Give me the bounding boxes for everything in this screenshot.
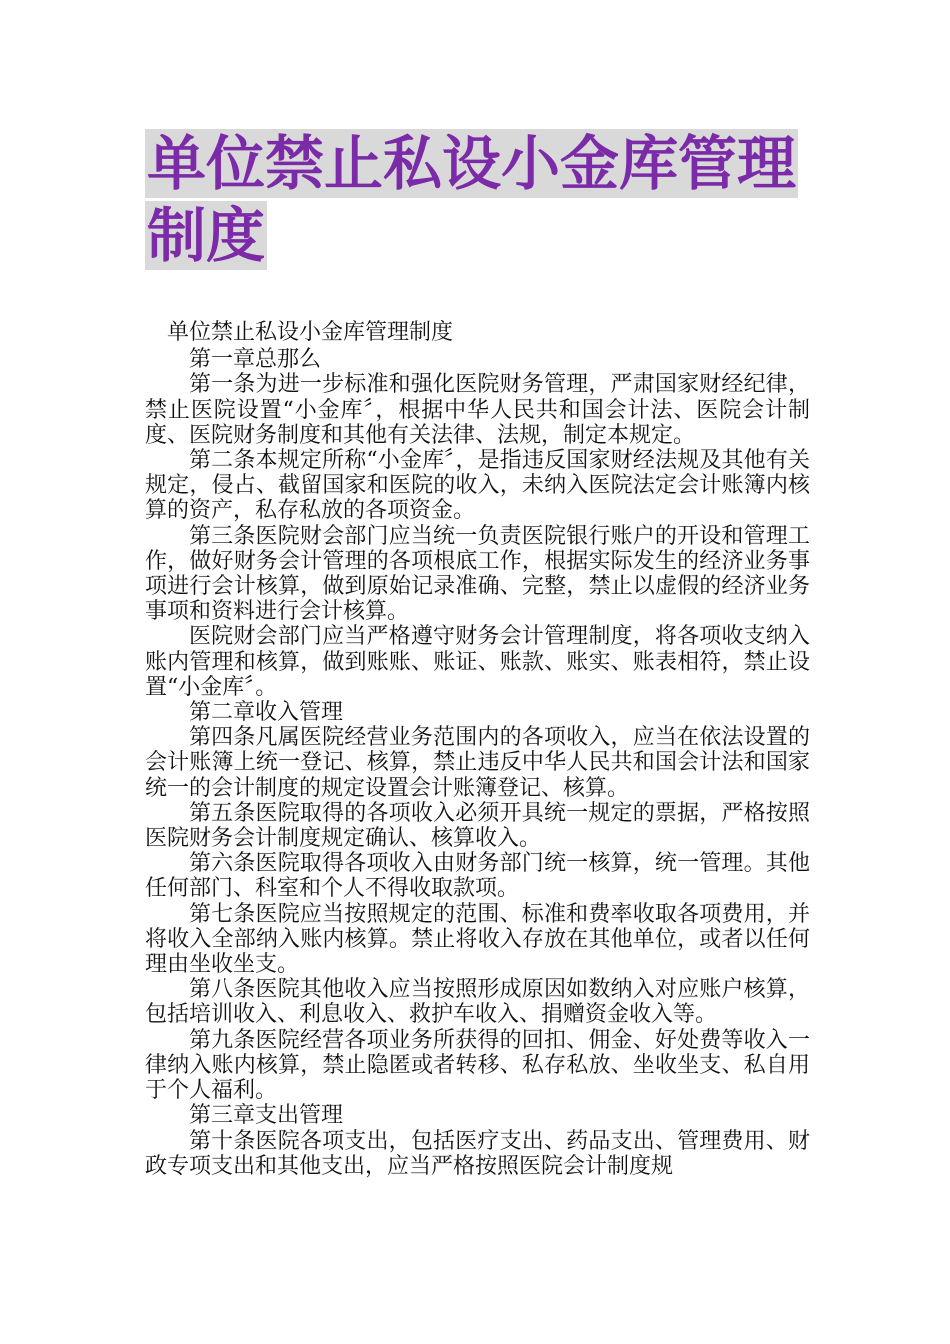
article-paragraph: 第一条为进一步标准和强化医院财务管理，严肃国家财经纪律，禁止医院设置“小金库〞，根据中华人民共和国会计法、医院会计制度、医院财务制度和其他有关法律、法规，制定本规定。 [145,372,810,448]
document-body [145,320,810,1179]
article-paragraph: 第六条医院取得各项收入由财务部门统一核算，统一管理。其他任何部门、科室和个人不得收取款项。 [145,851,810,902]
body-heading: 单位禁止私设小金库管理制度 [167,320,454,345]
chapter-heading: 第二章收入管理 [189,700,344,726]
title-highlight: 单位禁止私设小金库管理制度 [147,129,797,270]
article-paragraph: 第八条医院其他收入应当按照形成原因如数纳入对应账户核算，包括培训收入、利息收入、救护车收入、捐赠资金收入等。 [145,977,810,1028]
article-paragraph: 第二条本规定所称“小金库〞，是指违反国家财经法规及其他有关规定，侵占、截留国家和医院的收入，未纳入医院法定会计账簿内核算的资产，私存私放的各项资金。 [145,448,810,524]
article-paragraph: 第四条凡属医院经营业务范围内的各项收入，应当在依法设置的会计账簿上统一登记、核算，禁止违反中华人民共和国会计法和国家统一的会计制度的规定设置会计账簿登记、核算。 [145,725,810,801]
chapter-heading: 第三章支出管理 [189,1103,344,1129]
article-paragraph: 第七条医院应当按照规定的范围、标准和费率收取各项费用，并将收入全部纳入账内核算。禁止将收入存放在其他单位，或者以任何理由坐收坐支。 [145,901,810,978]
article-paragraph: 第十条医院各项支出，包括医疗支出、药品支出、管理费用、财政专项支出和其他支出，应当严格按照医院会计制度规 [145,1128,810,1179]
article-paragraph: 医院财会部门应当严格遵守财务会计管理制度，将各项收支纳入账内管理和核算，做到账账、账证、账款、账实、账表相符，禁止设置“小金库〞。 [145,624,810,700]
document-title [145,128,825,272]
article-paragraph: 第五条医院取得的各项收入必须开具统一规定的票据，严格按照医院财务会计制度规定确认、核算收入。 [145,800,810,852]
chapter-heading: 第一章总那么 [189,347,322,373]
article-paragraph: 第九条医院经营各项业务所获得的回扣、佣金、好处费等收入一律纳入账内核算，禁止隐匿或者转移、私存私放、坐收坐支、私自用于个人福利。 [145,1027,810,1104]
article-paragraph: 第三条医院财会部门应当统一负责医院银行账户的开设和管理工作，做好财务会计管理的各项根底工作，根据实际发生的经济业务事项进行会计核算，做到原始记录准确、完整，禁止以虚假的经济业务事项和资料进行会计核算。 [145,523,810,625]
